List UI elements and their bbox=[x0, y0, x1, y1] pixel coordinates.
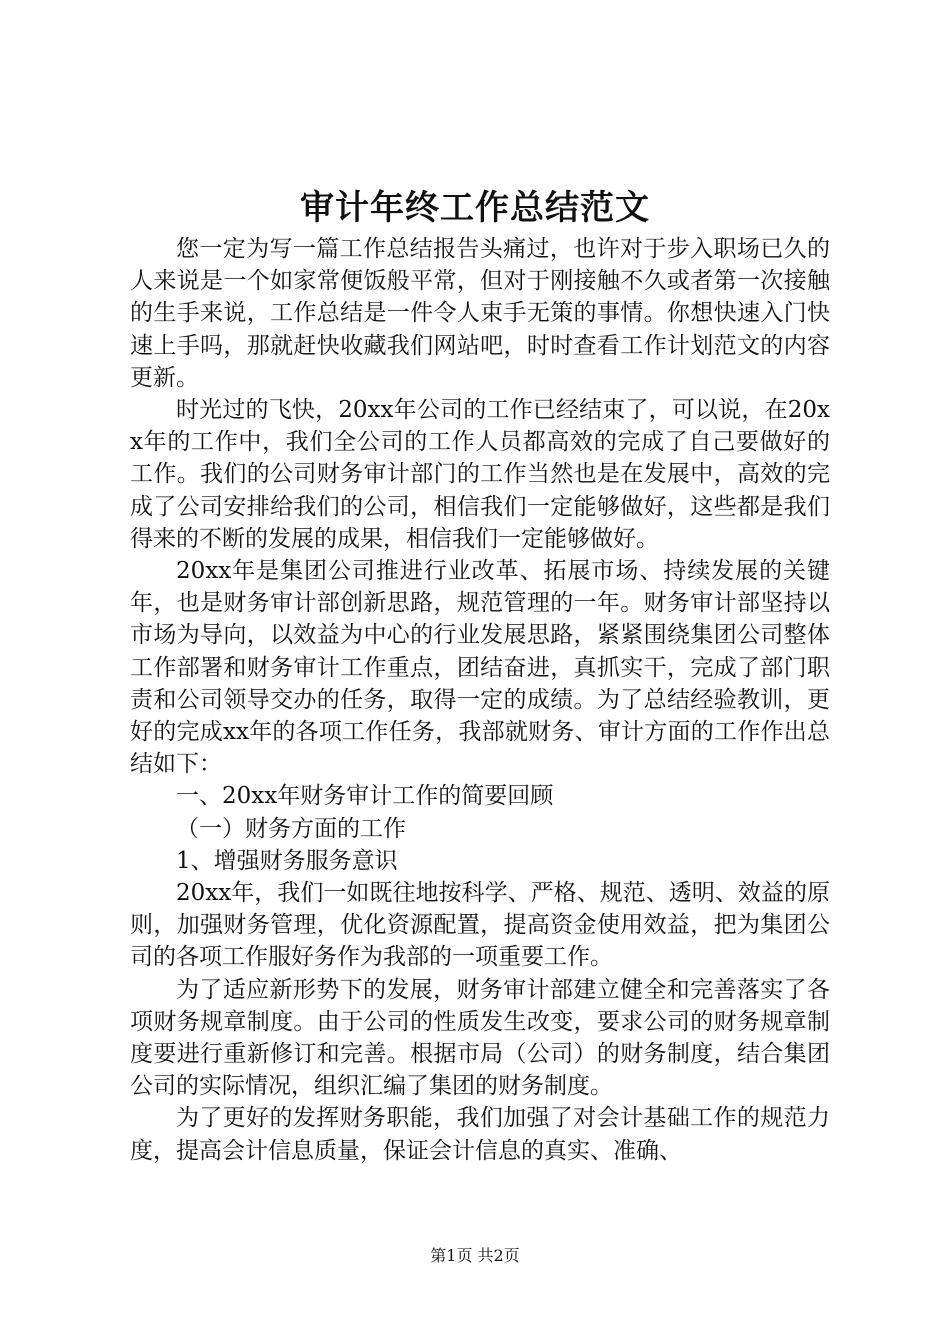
document-body bbox=[130, 233, 830, 1167]
section-heading: 一、20xx年财务审计工作的简要回顾 bbox=[176, 783, 554, 810]
paragraph-accounting-basis: 为了更好的发挥财务职能，我们加强了对会计基础工作的规范力度，提高会计信息质量，保证会计信息的真实、准确、 bbox=[130, 1105, 830, 1164]
item-heading: 1、增强财务服务意识 bbox=[176, 847, 398, 874]
page-number-footer: 第1页 共2页 bbox=[430, 1246, 520, 1265]
subsection-heading: （一）财务方面的工作 bbox=[176, 815, 406, 842]
paragraph-key-year: 20xx年是集团公司推进行业改革、拓展市场、持续发展的关键年，也是财务审计部创新思路，规范管理的一年。财务审计部坚持以市场为导向，以效益为中心的行业发展思路，紧紧围绕集团公司整体工作部署和财务审计工作重点，团结奋进，真抓实干，完成了部门职责和公司领导交办的任务，取得一定的成绩。为了总结经验教训，更好的完成xx年的各项工作任务，我部就财务、审计方面的工作作出总结如下： bbox=[130, 558, 830, 778]
paragraph-intro: 您一定为写一篇工作总结报告头痛过，也许对于步入职场已久的人来说是一个如家常便饭般平常，但对于刚接触不久或者第一次接触的生手来说，工作总结是一件令人束手无策的事情。你想快速入门快速上手吗，那就赶快收藏我们网站吧，时时查看工作计划范文的内容更新。 bbox=[130, 236, 830, 391]
paragraph-finance-principles: 20xx年，我们一如既往地按科学、严格、规范、透明、效益的原则，加强财务管理，优化资源配置，提高资金使用效益，把为集团公司的各项工作服好务作为我部的一项重要工作。 bbox=[130, 880, 830, 971]
paragraph-overview: 时光过的飞快，20xx年公司的工作已经结束了，可以说，在20xx年的工作中，我们全公司的工作人员都高效的完成了自己要做好的工作。我们的公司财务审计部门的工作当然也是在发展中，高效的完成了公司安排给我们的公司，相信我们一定能够做好，这些都是我们得来的不断的发展的成果，相信我们一定能够做好。 bbox=[130, 397, 830, 552]
paragraph-regulations: 为了适应新形势下的发展，财务审计部建立健全和完善落实了各项财务规章制度。由于公司的性质发生改变，要求公司的财务规章制度要进行重新修订和完善。根据市局（公司）的财务制度，结合集团公司的实际情况，组织汇编了集团的财务制度。 bbox=[130, 976, 830, 1100]
document-title: 审计年终工作总结范文 bbox=[300, 188, 650, 228]
